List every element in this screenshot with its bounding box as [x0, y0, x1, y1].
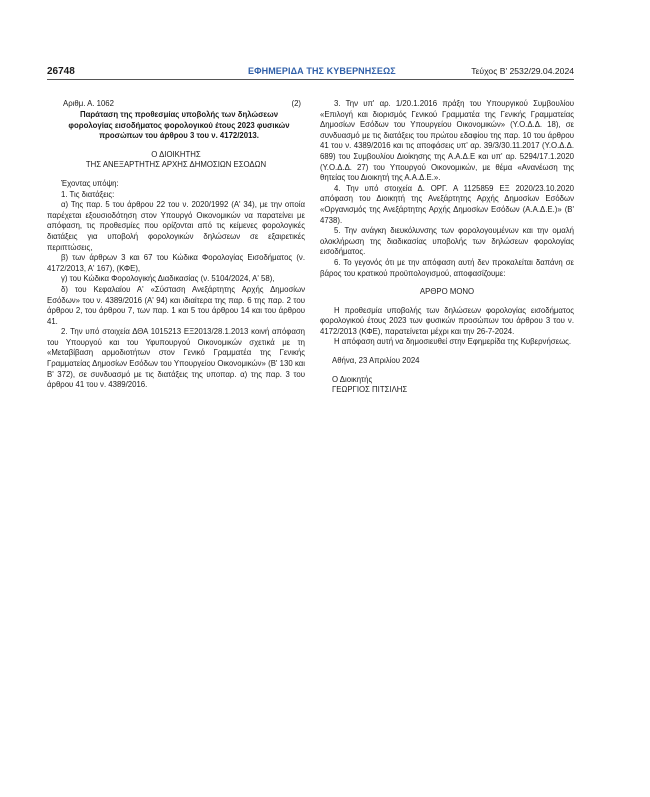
- authority-line-2: ΤΗΣ ΑΝΕΞΑΡΤΗΤΗΣ ΑΡΧΗΣ ΔΗΜΟΣΙΩΝ ΕΣΟΔΩΝ: [85, 160, 267, 170]
- issue-info: Τεύχος B' 2532/29.04.2024: [471, 66, 574, 76]
- paragraph: 1. Τις διατάξεις:: [61, 189, 115, 199]
- decision-index: (2): [291, 99, 301, 108]
- decision-title: Παράταση της προθεσμίας υποβολής των δηλώσεων φορολογίας εισοδήματος φορολογικού έτους 2023 φυσικών προσώπων του άρθρου 3 του ν. 4172/2013.: [68, 110, 290, 141]
- signer-role: Ο Διοικητής: [332, 374, 373, 384]
- authority-line-1: Ο ΔΙΟΙΚΗΤΗΣ: [151, 149, 201, 159]
- paragraph: 2. Την υπό στοιχεία ΔΘΑ 1015213 ΕΞ2013/28.1.2013 κοινή απόφαση του Υπουργού και του Υφυπουργού Οικονομικών σχετικά με τη «Μεταβίβαση αρμοδιοτήτων στον Γενικό Γραμματέα της Γενικής Γραμματείας Δημοσίων Εσόδων του Υπουργείου Οικονομικών» (Β' 130 και Β' 372), σε συνδυασμό με τις διατάξεις της υποπαρ. α) της παρ. 3 του άρθρου 41 του ν. 4389/2016.: [47, 327, 305, 390]
- article-paragraph: Η προθεσμία υποβολής των δηλώσεων φορολογίας εισοδήματος φορολογικού έτους 2023 των φυσικών προσώπων του άρθρου 3 του ν. 4172/2013 (ΚΦΕ), παρατείνεται μέχρι και την 26-7-2024.: [320, 305, 574, 336]
- paragraph: δ) του Κεφαλαίου Α' «Σύσταση Ανεξάρτητης Αρχής Δημοσίων Εσόδων» του ν. 4389/2016 (Α' 94) και ιδιαίτερα της παρ. 6 της παρ. 2 του άρθρου 2, του άρθρου 7, των παρ. 1 και 5 του άρθρου 14 και του άρθρου 41.: [47, 284, 305, 326]
- paragraph: 4. Την υπό στοιχεία Δ. ΟΡΓ. Α 1125859 ΕΞ 2020/23.10.2020 απόφαση του Διοικητή της Ανεξάρτητης Αρχής Δημοσίων Εσόδων «Οργανισμός της Ανεξάρτητης Αρχής Δημοσίων Εσόδων (Α.Α.Δ.Ε.)» (Β' 4738).: [320, 183, 574, 225]
- date-line: Αθήνα, 23 Απριλίου 2024: [332, 356, 420, 366]
- decision-number: Αριθμ. Α. 1062: [63, 99, 114, 108]
- paragraph: 3. Την υπ' αρ. 1/20.1.2016 πράξη του Υπουργικού Συμβουλίου «Επιλογή και διορισμός Γενικού Γραμματέα της Γενικής Γραμματείας Δημοσίων Εσόδων του Υπουργείου Οικονομικών» (Υ.Ο.Δ.Δ. 18), σε συνδυασμό με τις διατάξεις του πρώτου εδαφίου της παρ. 10 του άρθρου 41 του ν. 4389/2016 και τις αποφάσεις υπ' αρ. 39/3/30.11.2017 (Υ.Ο.Δ.Δ. 689) του Συμβουλίου Διοίκησης της Α.Α.Δ.Ε και υπ' αρ. 5294/17.1.2020 (Υ.Ο.Δ.Δ. 27) του Υπουργού Οικονομικών, με θέμα «Ανανέωση της θητείας του Διοικητή της Α.Α.Δ.Ε.».: [320, 99, 574, 183]
- article-paragraph: Η απόφαση αυτή να δημοσιευθεί στην Εφημερίδα της Κυβερνήσεως.: [334, 337, 572, 347]
- paragraph: 6. Το γεγονός ότι με την απόφαση αυτή δεν προκαλείται δαπάνη σε βάρος του κρατικού προϋπολογισμού, αποφασίζουμε:: [320, 257, 574, 278]
- right-column: [320, 99, 574, 396]
- left-column: [47, 99, 305, 391]
- paragraph: Έχοντας υπόψη:: [61, 178, 119, 188]
- article-heading: ΑΡΘΡΟ ΜΟΝΟ: [419, 287, 475, 297]
- paragraph: β) των άρθρων 3 και 67 του Κώδικα Φορολογίας Εισοδήματος (ν. 4172/2013, Α' 167), (ΚΦΕ),: [47, 253, 305, 273]
- page-number: 26748: [47, 66, 75, 77]
- decision-header: [47, 99, 305, 110]
- paragraph: γ) του Κώδικα Φορολογικής Διαδικασίας (ν. 5104/2024, Α' 58),: [61, 274, 275, 284]
- signer-name: ΓΕΩΡΓΙΟΣ ΠΙΤΣΙΛΗΣ: [332, 385, 408, 395]
- newspaper-title: ΕΦΗΜΕΡΙΔΑ ΤΗΣ ΚΥΒΕΡΝΗΣΕΩΣ: [248, 66, 396, 76]
- paragraph: 5. Την ανάγκη διευκόλυνσης των φορολογουμένων και την ομαλή ολοκλήρωση της διαδικασίας υποβολής των δηλώσεων φορολογίας εισοδήματος.: [320, 226, 574, 257]
- paragraph: α) Της παρ. 5 του άρθρου 22 του ν. 2020/1992 (Α' 34), με την οποία παρέχεται εξουσιοδότηση στον Υπουργό Οικονομικών να παρατείνει με απόφαση, τις προθεσμίες που ορίζονται από τις κείμενες φορολογικές διατάξεις για υποβολή φορολογικών δηλώσεων σε εξαιρετικές περιπτώσεις,: [47, 200, 305, 252]
- header-divider: [47, 79, 574, 80]
